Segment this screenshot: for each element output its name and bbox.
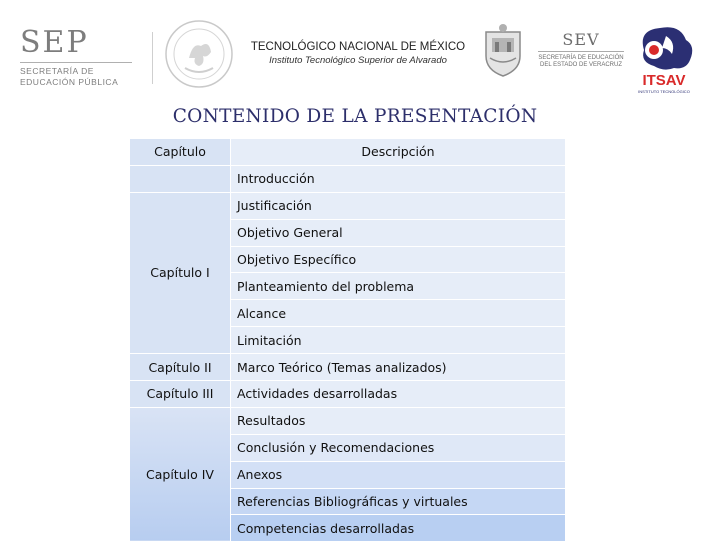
institution-line2: Instituto Tecnológico Superior de Alvarado (269, 55, 447, 66)
header-divider (152, 32, 153, 84)
description-cell: Planteamiento del problema (231, 273, 566, 300)
sep-logo-divider (20, 62, 132, 63)
sep-logo-line2: EDUCACIÓN PÚBLICA (20, 77, 119, 87)
sep-logo (20, 25, 132, 88)
chapter-cell: Capítulo IV (130, 407, 231, 541)
sev-logo-line2: DEL ESTADO DE VERACRUZ (539, 62, 622, 68)
description-cell: Anexos (231, 461, 566, 488)
description-cell: Resultados (231, 407, 566, 434)
description-cell: Limitación (231, 327, 566, 354)
description-cell: Justificación (231, 192, 566, 219)
mexican-seal-icon (163, 18, 235, 90)
table-row (130, 407, 566, 434)
chapter-cell (130, 165, 231, 192)
chapter-cell: Capítulo II (130, 354, 231, 381)
contents-table (129, 138, 566, 542)
table-row (130, 165, 566, 192)
table-row (130, 192, 566, 219)
itsav-logo-icon (630, 20, 698, 100)
description-cell: Objetivo General (231, 219, 566, 246)
table-row (130, 381, 566, 408)
description-cell: Introducción (231, 165, 566, 192)
table-header-row (130, 139, 566, 166)
table-row (130, 354, 566, 381)
institution-line1: TECNOLÓGICO NACIONAL DE MÉXICO (250, 41, 466, 53)
header-bar (0, 0, 720, 100)
description-cell: Objetivo Específico (231, 246, 566, 273)
sev-logo-line1: SECRETARÍA DE EDUCACIÓN (538, 55, 624, 61)
page-title: CONTENIDO DE LA PRESENTACIÓN (172, 106, 538, 127)
chapter-cell: Capítulo III (130, 381, 231, 408)
chapter-cell: Capítulo I (130, 192, 231, 353)
sep-logo-line1: SECRETARÍA DE (20, 66, 94, 76)
header-description: Descripción (231, 139, 566, 166)
sev-logo-divider (538, 51, 624, 52)
itsav-logo-abbr: ITSAV (642, 72, 686, 89)
veracruz-crest-icon (480, 22, 526, 80)
description-cell: Marco Teórico (Temas analizados) (231, 354, 566, 381)
institution-heading (243, 41, 473, 66)
description-cell: Competencias desarrolladas (231, 515, 566, 542)
sep-logo-abbr: SEP (20, 25, 89, 60)
sev-logo (535, 32, 627, 69)
description-cell: Conclusión y Recomendaciones (231, 434, 566, 461)
description-cell: Actividades desarrolladas (231, 381, 566, 408)
description-cell: Referencias Bibliográficas y virtuales (231, 488, 566, 515)
header-chapter: Capítulo (130, 139, 231, 166)
sev-logo-abbr: SEV (562, 30, 600, 49)
itsav-logo-caption: INSTITUTO TECNOLÓGICO (638, 89, 690, 94)
description-cell: Alcance (231, 300, 566, 327)
